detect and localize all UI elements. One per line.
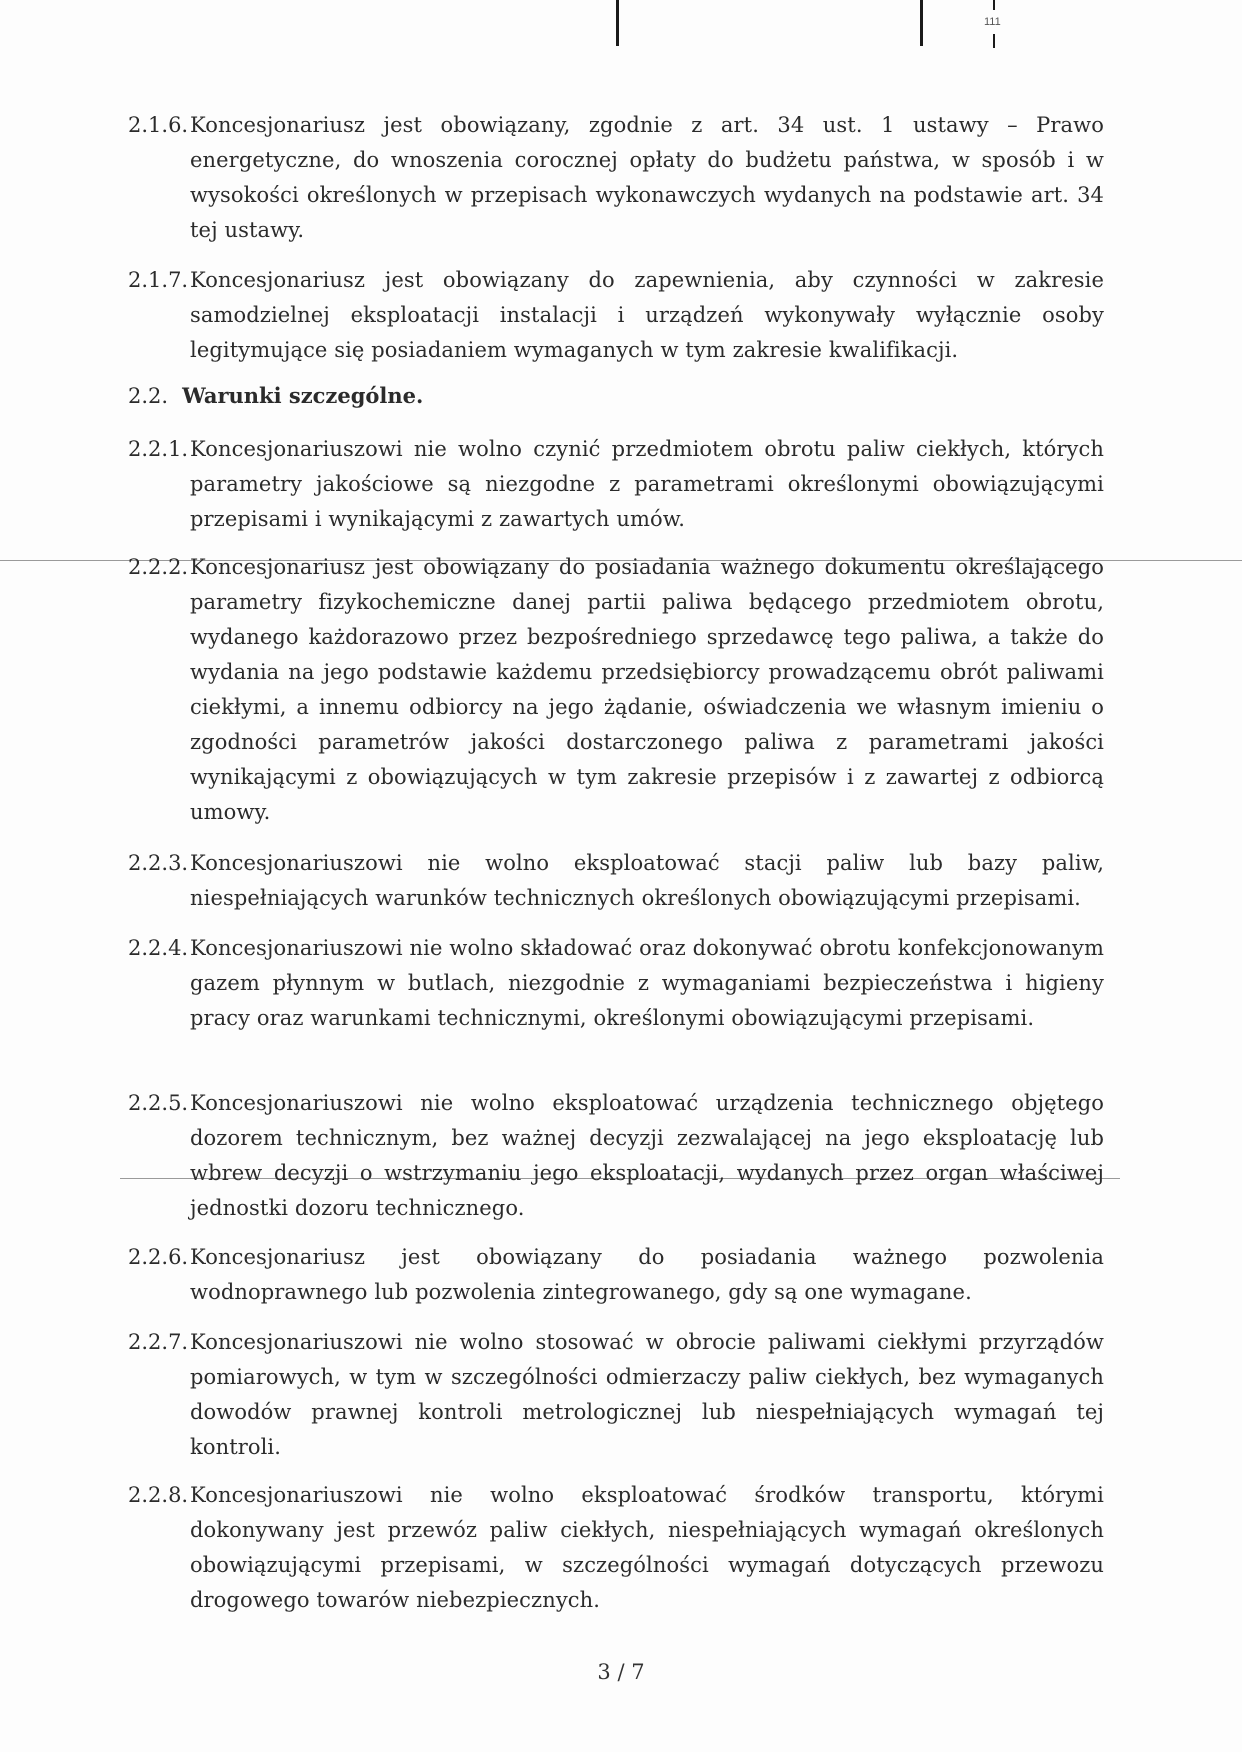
scan-mark-left (616, 0, 619, 46)
section-heading-title: Warunki szczególne. (182, 383, 424, 408)
clause-number: 2.1.7. (128, 268, 189, 292)
clause-text: Koncesjonariusz jest obowiązany, zgodnie z art. 34 ust. 1 ustawy – Prawo energetyczne, do wnoszenia corocznej opłaty do budżetu państwa, w sposób i w wysokości określonych w przepisach wykonawczych wydanych na podstawie art. 34 tej ustawy. (190, 113, 1104, 242)
clause-text: Koncesjonariuszowi nie wolno składować oraz dokonywać obrotu konfekcjonowanym gazem płynnym w butlach, niezgodnie z wymaganiami bezpieczeństwa i higieny pracy oraz warunkami technicznymi, określonymi obowiązującymi przepisami. (190, 936, 1104, 1030)
scan-mark-stamp (993, 0, 995, 10)
section-heading (128, 378, 423, 414)
clause-number: 2.2.3. (128, 851, 189, 875)
clause-number: 2.2.8. (128, 1483, 189, 1507)
clause-number: 2.2.7. (128, 1330, 189, 1354)
clause-number: 2.2.5. (128, 1091, 189, 1115)
page-number: 3 / 7 (597, 1660, 645, 1684)
clause-number: 2.2.1. (128, 437, 189, 461)
clause-number: 2.1.6. (128, 113, 189, 137)
clause-number: 2.2.4. (128, 936, 189, 960)
clause-text: Koncesjonariuszowi nie wolno eksploatować stacji paliw lub bazy paliw, niespełniających warunków technicznych określonych obowiązującymi przepisami. (190, 851, 1104, 910)
clause-2-2-4 (128, 931, 1104, 1036)
clause-2-2-2 (128, 550, 1104, 830)
clause-2-2-5 (128, 1086, 1104, 1226)
clause-2-2-8 (128, 1478, 1104, 1618)
scan-mark-stamp-lower (993, 34, 995, 48)
scan-mark-right (920, 0, 923, 46)
clause-text: Koncesjonariuszowi nie wolno czynić przedmiotem obrotu paliw ciekłych, których parametry jakościowe są niezgodne z parametrami określonymi obowiązującymi przepisami i wynikającymi z zawartych umów. (190, 437, 1104, 531)
clause-2-2-7 (128, 1325, 1104, 1465)
page-stamp: 111 (984, 16, 1001, 28)
clause-2-1-7 (128, 263, 1104, 368)
clause-2-2-1 (128, 432, 1104, 537)
clause-text: Koncesjonariuszowi nie wolno eksploatować urządzenia technicznego objętego dozorem technicznym, bez ważnej decyzji zezwalającej na jego eksploatację lub wbrew decyzji o wstrzymaniu jego eksploatacji, wydanych przez organ właściwej jednostki dozoru technicznego. (190, 1091, 1104, 1220)
clause-2-2-6 (128, 1240, 1104, 1310)
clause-text: Koncesjonariusz jest obowiązany do posiadania ważnego pozwolenia wodnoprawnego lub pozwolenia zintegrowanego, gdy są one wymagane. (190, 1245, 1104, 1304)
clause-text: Koncesjonariusz jest obowiązany do posiadania ważnego dokumentu określającego parametry fizykochemiczne danej partii paliwa będącego przedmiotem obrotu, wydanego każdorazowo przez bezpośredniego sprzedawcę tego paliwa, a także do wydania na jego podstawie każdemu przedsiębiorcy prowadzącemu obrót paliwami ciekłymi, a innemu odbiorcy na jego żądanie, oświadczenia we własnym imieniu o zgodności parametrów jakości dostarczonego paliwa z parametrami jakości wynikającymi z obowiązujących w tym zakresie przepisów i z zawartej z odbiorcą umowy. (190, 555, 1104, 824)
clause-2-1-6 (128, 108, 1104, 248)
clause-text: Koncesjonariusz jest obowiązany do zapewnienia, aby czynności w zakresie samodzielnej eksploatacji instalacji i urządzeń wykonywały wyłącznie osoby legitymujące się posiadaniem wymaganych w tym zakresie kwalifikacji. (190, 268, 1104, 362)
clause-2-2-3 (128, 846, 1104, 916)
clause-number: 2.2.2. (128, 555, 189, 579)
section-heading-number: 2.2. (128, 384, 169, 408)
clause-number: 2.2.6. (128, 1245, 189, 1269)
clause-text: Koncesjonariuszowi nie wolno eksploatować środków transportu, którymi dokonywany jest przewóz paliw ciekłych, niespełniających wymagań określonych obowiązującymi przepisami, w szczególności wymagań dotyczących przewozu drogowego towarów niebezpiecznych. (190, 1483, 1104, 1612)
clause-text: Koncesjonariuszowi nie wolno stosować w obrocie paliwami ciekłymi przyrządów pomiarowych, w tym w szczególności odmierzaczy paliw ciekłych, bez wymaganych dowodów prawnej kontroli metrologicznej lub niespełniających wymagań tej kontroli. (190, 1330, 1104, 1459)
